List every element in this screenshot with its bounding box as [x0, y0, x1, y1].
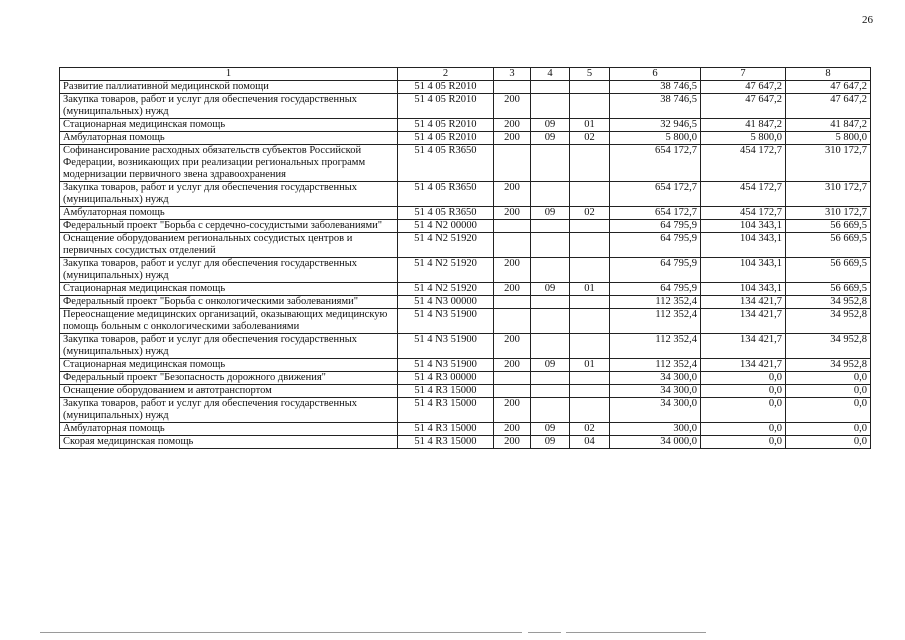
footer-rule [566, 632, 706, 633]
amount-year2-cell: 0,0 [701, 398, 786, 423]
row-name-cell: Закупка товаров, работ и услуг для обеспечения государственных (муниципальных) нужд [60, 182, 398, 207]
section-cell [531, 182, 570, 207]
table-row [60, 182, 871, 207]
row-name-cell: Амбулаторная помощь [60, 423, 398, 436]
amount-year2-cell: 104 343,1 [701, 233, 786, 258]
target-article-cell: 51 4 N2 51920 [398, 233, 494, 258]
expense-type-cell [494, 220, 531, 233]
subsection-cell [570, 258, 610, 283]
row-name-cell: Переоснащение медицинских организаций, оказывающих медицинскую помощь больным с онкологическими заболеваниями [60, 309, 398, 334]
section-cell: 09 [531, 436, 570, 449]
subsection-cell [570, 309, 610, 334]
amount-year1-cell: 654 172,7 [610, 207, 701, 220]
expense-type-cell: 200 [494, 398, 531, 423]
target-article-cell: 51 4 05 R3650 [398, 207, 494, 220]
expense-type-cell: 200 [494, 119, 531, 132]
target-article-cell: 51 4 N3 51900 [398, 309, 494, 334]
target-article-cell: 51 4 05 R2010 [398, 132, 494, 145]
row-name-cell: Амбулаторная помощь [60, 132, 398, 145]
table-row [60, 385, 871, 398]
footer-rule [528, 632, 561, 633]
target-article-cell: 51 4 N2 51920 [398, 258, 494, 283]
amount-year1-cell: 64 795,9 [610, 220, 701, 233]
expense-type-cell [494, 309, 531, 334]
table-row [60, 119, 871, 132]
subsection-cell: 04 [570, 436, 610, 449]
table-row [60, 81, 871, 94]
amount-year1-cell: 5 800,0 [610, 132, 701, 145]
expense-type-cell [494, 296, 531, 309]
expense-type-cell: 200 [494, 94, 531, 119]
section-cell: 09 [531, 423, 570, 436]
amount-year3-cell: 47 647,2 [786, 94, 871, 119]
expense-type-cell: 200 [494, 436, 531, 449]
row-name-cell: Закупка товаров, работ и услуг для обеспечения государственных (муниципальных) нужд [60, 398, 398, 423]
section-cell [531, 334, 570, 359]
amount-year3-cell: 0,0 [786, 372, 871, 385]
row-name-cell: Оснащение оборудованием региональных сосудистых центров и первичных сосудистых отделений [60, 233, 398, 258]
amount-year2-cell: 104 343,1 [701, 220, 786, 233]
subsection-cell [570, 296, 610, 309]
subsection-cell: 01 [570, 359, 610, 372]
amount-year3-cell: 34 952,8 [786, 309, 871, 334]
amount-year1-cell: 112 352,4 [610, 296, 701, 309]
amount-year1-cell: 38 746,5 [610, 94, 701, 119]
expense-type-cell: 200 [494, 423, 531, 436]
expense-type-cell: 200 [494, 132, 531, 145]
expense-type-cell: 200 [494, 283, 531, 296]
target-article-cell: 51 4 R3 15000 [398, 385, 494, 398]
amount-year3-cell: 41 847,2 [786, 119, 871, 132]
column-number-header: 3 [494, 68, 531, 81]
target-article-cell: 51 4 R3 15000 [398, 436, 494, 449]
section-cell [531, 258, 570, 283]
amount-year1-cell: 64 795,9 [610, 233, 701, 258]
amount-year2-cell: 0,0 [701, 436, 786, 449]
amount-year2-cell: 0,0 [701, 423, 786, 436]
row-name-cell: Амбулаторная помощь [60, 207, 398, 220]
section-cell [531, 220, 570, 233]
row-name-cell: Закупка товаров, работ и услуг для обеспечения государственных (муниципальных) нужд [60, 94, 398, 119]
expense-type-cell [494, 81, 531, 94]
column-number-header: 8 [786, 68, 871, 81]
amount-year2-cell: 5 800,0 [701, 132, 786, 145]
amount-year3-cell: 0,0 [786, 398, 871, 423]
subsection-cell [570, 398, 610, 423]
amount-year1-cell: 34 300,0 [610, 385, 701, 398]
page-number: 26 [862, 14, 873, 26]
section-cell [531, 309, 570, 334]
row-name-cell: Оснащение оборудованием и автотранспортом [60, 385, 398, 398]
amount-year3-cell: 56 669,5 [786, 283, 871, 296]
row-name-cell: Закупка товаров, работ и услуг для обеспечения государственных (муниципальных) нужд [60, 258, 398, 283]
section-cell: 09 [531, 132, 570, 145]
row-name-cell: Скорая медицинская помощь [60, 436, 398, 449]
target-article-cell: 51 4 N2 00000 [398, 220, 494, 233]
amount-year3-cell: 310 172,7 [786, 145, 871, 182]
row-name-cell: Развитие паллиативной медицинской помощи [60, 81, 398, 94]
amount-year3-cell: 34 952,8 [786, 296, 871, 309]
column-number-header: 1 [60, 68, 398, 81]
amount-year2-cell: 47 647,2 [701, 81, 786, 94]
table-row [60, 233, 871, 258]
subsection-cell [570, 372, 610, 385]
row-name-cell: Закупка товаров, работ и услуг для обеспечения государственных (муниципальных) нужд [60, 334, 398, 359]
amount-year2-cell: 47 647,2 [701, 94, 786, 119]
subsection-cell [570, 182, 610, 207]
target-article-cell: 51 4 N2 51920 [398, 283, 494, 296]
table-row [60, 372, 871, 385]
amount-year1-cell: 64 795,9 [610, 283, 701, 296]
amount-year1-cell: 64 795,9 [610, 258, 701, 283]
expense-type-cell [494, 145, 531, 182]
amount-year1-cell: 34 300,0 [610, 398, 701, 423]
expense-type-cell: 200 [494, 182, 531, 207]
subsection-cell [570, 233, 610, 258]
amount-year3-cell: 0,0 [786, 385, 871, 398]
amount-year2-cell: 134 421,7 [701, 334, 786, 359]
column-number-header: 4 [531, 68, 570, 81]
expense-type-cell [494, 233, 531, 258]
table-row [60, 296, 871, 309]
amount-year1-cell: 654 172,7 [610, 145, 701, 182]
amount-year1-cell: 32 946,5 [610, 119, 701, 132]
expense-type-cell: 200 [494, 359, 531, 372]
row-name-cell: Федеральный проект "Борьба с онкологическими заболеваниями" [60, 296, 398, 309]
subsection-cell: 02 [570, 207, 610, 220]
amount-year3-cell: 56 669,5 [786, 220, 871, 233]
section-cell [531, 296, 570, 309]
subsection-cell [570, 81, 610, 94]
table-row [60, 207, 871, 220]
target-article-cell: 51 4 R3 15000 [398, 398, 494, 423]
subsection-cell [570, 385, 610, 398]
expense-type-cell [494, 385, 531, 398]
amount-year2-cell: 454 172,7 [701, 182, 786, 207]
section-cell: 09 [531, 207, 570, 220]
subsection-cell [570, 145, 610, 182]
subsection-cell [570, 334, 610, 359]
expense-type-cell [494, 372, 531, 385]
row-name-cell: Софинансирование расходных обязательств субъектов Российской Федерации, возникающих при реализации региональных программ модернизации первичного звена здравоохранения [60, 145, 398, 182]
amount-year2-cell: 104 343,1 [701, 258, 786, 283]
amount-year3-cell: 5 800,0 [786, 132, 871, 145]
budget-table [59, 67, 871, 449]
amount-year2-cell: 134 421,7 [701, 359, 786, 372]
row-name-cell: Стационарная медицинская помощь [60, 359, 398, 372]
section-cell [531, 233, 570, 258]
target-article-cell: 51 4 05 R3650 [398, 182, 494, 207]
column-number-header: 7 [701, 68, 786, 81]
table-row [60, 436, 871, 449]
table-row [60, 145, 871, 182]
section-cell [531, 81, 570, 94]
section-cell: 09 [531, 359, 570, 372]
target-article-cell: 51 4 N3 00000 [398, 296, 494, 309]
table-row [60, 132, 871, 145]
target-article-cell: 51 4 05 R2010 [398, 81, 494, 94]
footer-rule [40, 632, 522, 633]
subsection-cell: 02 [570, 132, 610, 145]
amount-year2-cell: 134 421,7 [701, 296, 786, 309]
amount-year3-cell: 56 669,5 [786, 258, 871, 283]
table-row [60, 94, 871, 119]
amount-year1-cell: 112 352,4 [610, 309, 701, 334]
amount-year1-cell: 34 000,0 [610, 436, 701, 449]
section-cell [531, 385, 570, 398]
target-article-cell: 51 4 05 R3650 [398, 145, 494, 182]
row-name-cell: Федеральный проект "Безопасность дорожного движения" [60, 372, 398, 385]
row-name-cell: Стационарная медицинская помощь [60, 283, 398, 296]
table-row [60, 423, 871, 436]
table-row [60, 309, 871, 334]
target-article-cell: 51 4 N3 51900 [398, 359, 494, 372]
amount-year1-cell: 34 300,0 [610, 372, 701, 385]
target-article-cell: 51 4 N3 51900 [398, 334, 494, 359]
column-number-header: 5 [570, 68, 610, 81]
amount-year3-cell: 34 952,8 [786, 359, 871, 372]
table-row [60, 258, 871, 283]
amount-year2-cell: 104 343,1 [701, 283, 786, 296]
target-article-cell: 51 4 R3 00000 [398, 372, 494, 385]
amount-year2-cell: 454 172,7 [701, 145, 786, 182]
expense-type-cell: 200 [494, 258, 531, 283]
amount-year1-cell: 112 352,4 [610, 359, 701, 372]
column-number-row [60, 68, 871, 81]
table-row [60, 220, 871, 233]
amount-year3-cell: 310 172,7 [786, 182, 871, 207]
amount-year2-cell: 454 172,7 [701, 207, 786, 220]
amount-year3-cell: 310 172,7 [786, 207, 871, 220]
amount-year3-cell: 34 952,8 [786, 334, 871, 359]
amount-year1-cell: 300,0 [610, 423, 701, 436]
column-number-header: 2 [398, 68, 494, 81]
target-article-cell: 51 4 05 R2010 [398, 119, 494, 132]
amount-year1-cell: 38 746,5 [610, 81, 701, 94]
subsection-cell [570, 94, 610, 119]
subsection-cell: 01 [570, 119, 610, 132]
subsection-cell: 02 [570, 423, 610, 436]
amount-year3-cell: 47 647,2 [786, 81, 871, 94]
section-cell [531, 94, 570, 119]
target-article-cell: 51 4 R3 15000 [398, 423, 494, 436]
section-cell [531, 372, 570, 385]
column-number-header: 6 [610, 68, 701, 81]
amount-year2-cell: 0,0 [701, 372, 786, 385]
table-row [60, 359, 871, 372]
expense-type-cell: 200 [494, 334, 531, 359]
target-article-cell: 51 4 05 R2010 [398, 94, 494, 119]
amount-year2-cell: 134 421,7 [701, 309, 786, 334]
amount-year1-cell: 112 352,4 [610, 334, 701, 359]
row-name-cell: Стационарная медицинская помощь [60, 119, 398, 132]
amount-year1-cell: 654 172,7 [610, 182, 701, 207]
section-cell [531, 145, 570, 182]
table-row [60, 398, 871, 423]
amount-year2-cell: 0,0 [701, 385, 786, 398]
amount-year3-cell: 0,0 [786, 436, 871, 449]
expense-type-cell: 200 [494, 207, 531, 220]
amount-year3-cell: 56 669,5 [786, 233, 871, 258]
row-name-cell: Федеральный проект "Борьба с сердечно-сосудистыми заболеваниями" [60, 220, 398, 233]
section-cell [531, 398, 570, 423]
amount-year3-cell: 0,0 [786, 423, 871, 436]
section-cell: 09 [531, 119, 570, 132]
table-row [60, 334, 871, 359]
subsection-cell: 01 [570, 283, 610, 296]
table-row [60, 283, 871, 296]
subsection-cell [570, 220, 610, 233]
section-cell: 09 [531, 283, 570, 296]
amount-year2-cell: 41 847,2 [701, 119, 786, 132]
